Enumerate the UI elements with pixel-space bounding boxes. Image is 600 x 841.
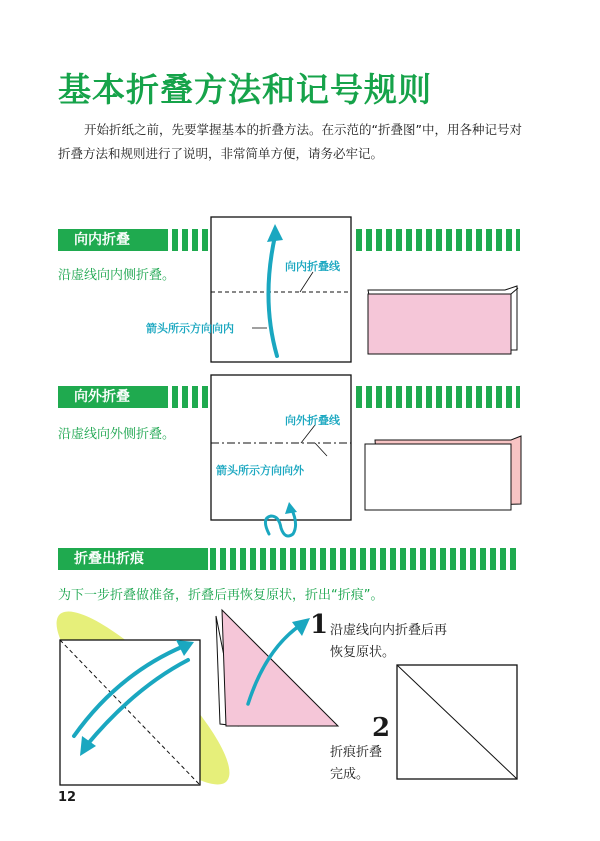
step-text-line: 恢复原状。 <box>330 645 396 660</box>
fold-line-label: 向外折叠线 <box>285 414 340 427</box>
intro-paragraph: 开始折纸之前，先要掌握基本的折叠方法。在示范的“折叠图”中，用各种记号对折叠方法和规则进行了说明，非常简单方便，请务必牢记。 <box>58 122 522 161</box>
step-text-line: 沿虚线向内折叠后再 <box>330 623 448 638</box>
section-header-crease <box>58 548 208 570</box>
section-header-mountain-fold <box>58 386 168 408</box>
section-label: 向外折叠 <box>74 389 130 405</box>
folded-front-layer <box>365 444 511 510</box>
paper-square <box>211 375 351 520</box>
folded-pink-layer <box>368 294 511 354</box>
header-stripes <box>172 229 208 251</box>
step-text-line: 完成。 <box>330 767 370 782</box>
step-number: 2 <box>372 713 391 743</box>
section-description: 为下一步折叠做准备，折叠后再恢复原状，折出“折痕”。 <box>58 588 384 603</box>
arrow-head <box>292 618 310 636</box>
valley-fold-diagram <box>205 210 525 370</box>
fold-line-label: 向内折叠线 <box>285 260 340 273</box>
step-text-line: 折痕折叠 <box>330 745 383 760</box>
section-label: 向内折叠 <box>74 232 130 248</box>
section-header-valley-fold <box>58 229 168 251</box>
step-number: 1 <box>310 610 329 640</box>
section-label: 折叠出折痕 <box>74 551 144 567</box>
crease-result-diagram <box>395 663 521 783</box>
mountain-fold-diagram <box>205 368 525 548</box>
page-number: 12 <box>58 790 77 805</box>
section-description: 沿虚线向内侧折叠。 <box>58 268 176 283</box>
header-stripes <box>172 386 208 408</box>
arrow-label: 箭头所示方向向内 <box>146 322 234 335</box>
page-title: 基本折叠方法和记号规则 <box>58 70 432 109</box>
header-stripes <box>210 548 520 570</box>
arrow-label: 箭头所示方向向外 <box>216 464 304 477</box>
section-description: 沿虚线向外侧折叠。 <box>58 427 176 442</box>
